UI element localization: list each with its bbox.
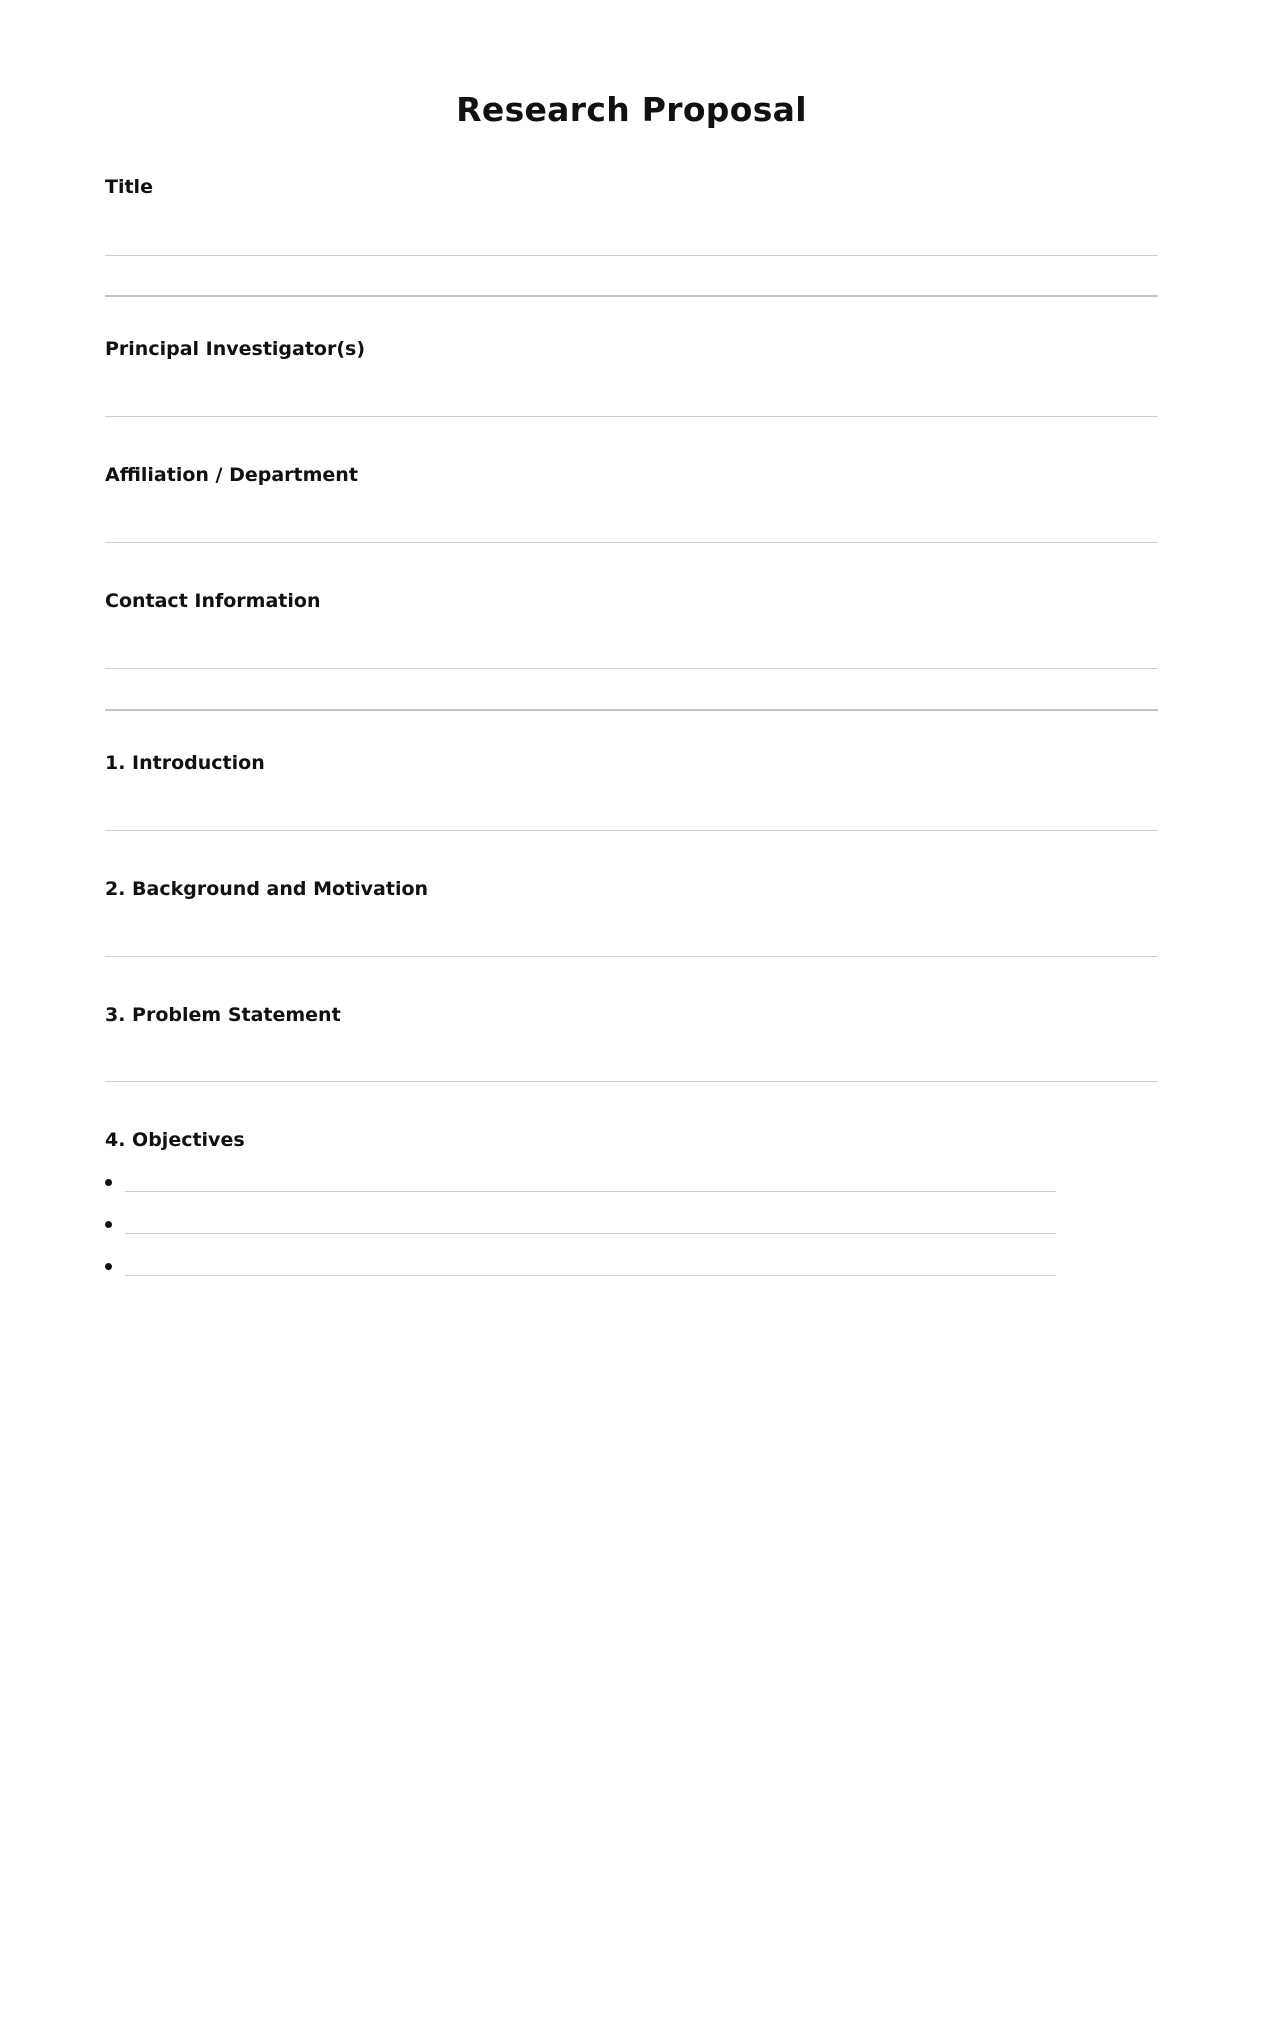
bullet-icon bbox=[105, 1263, 112, 1270]
problem-statement-label: 3. Problem Statement bbox=[105, 1004, 341, 1026]
background-motivation-label: 2. Background and Motivation bbox=[105, 878, 429, 900]
objective-field[interactable] bbox=[125, 1233, 1056, 1234]
objective-field[interactable] bbox=[125, 1275, 1056, 1276]
background-motivation-field[interactable] bbox=[105, 956, 1158, 957]
problem-statement-field[interactable] bbox=[105, 1081, 1158, 1082]
contact-information-label: Contact Information bbox=[105, 590, 321, 612]
contact-information-field[interactable] bbox=[105, 668, 1158, 669]
introduction-label: 1. Introduction bbox=[105, 752, 265, 774]
objective-field[interactable] bbox=[125, 1191, 1056, 1192]
section-divider bbox=[105, 295, 1158, 297]
affiliation-field[interactable] bbox=[105, 542, 1158, 543]
principal-investigator-label: Principal Investigator(s) bbox=[105, 338, 366, 360]
objectives-label: 4. Objectives bbox=[105, 1129, 245, 1151]
introduction-field[interactable] bbox=[105, 830, 1158, 831]
bullet-icon bbox=[105, 1221, 112, 1228]
affiliation-label: Affiliation / Department bbox=[105, 464, 358, 486]
objective-item bbox=[105, 1174, 1056, 1204]
document-title: Research Proposal bbox=[456, 90, 807, 129]
objective-item bbox=[105, 1258, 1056, 1288]
title-field[interactable] bbox=[105, 255, 1158, 256]
bullet-icon bbox=[105, 1179, 112, 1186]
section-divider bbox=[105, 709, 1158, 711]
title-label: Title bbox=[105, 176, 153, 198]
principal-investigator-field[interactable] bbox=[105, 416, 1158, 417]
objective-item bbox=[105, 1216, 1056, 1246]
